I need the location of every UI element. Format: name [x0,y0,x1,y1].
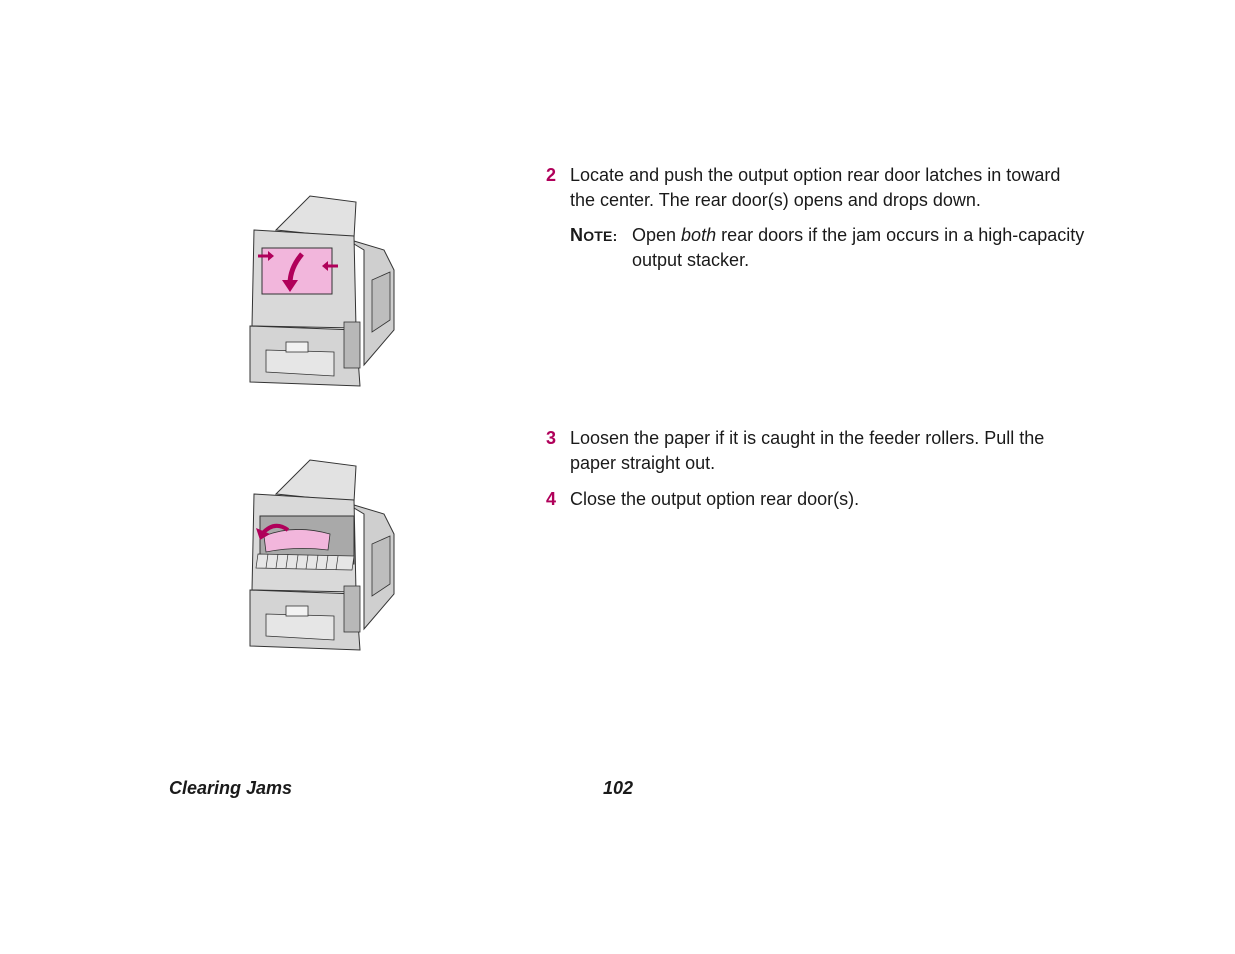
note-label: NOTE: [570,225,618,245]
note-emphasis: both [681,225,717,245]
step-text: Loosen the paper if it is caught in the feeder rollers. Pull the paper straight out. [570,428,1045,473]
step-number: 3 [546,428,557,448]
step-3 [546,426,1086,476]
footer-section-title: Clearing Jams [169,778,293,798]
footer-page-number: 102 [603,778,634,798]
step-2 [546,163,1086,213]
step-number: 2 [546,165,557,185]
note-text: Open both rear doors if the jam occurs in a high-capacity output stacker. [632,225,1085,270]
printer-rear-door-illustration [244,190,404,390]
step-number: 4 [546,489,557,509]
printer-feeder-rollers-illustration [244,454,404,654]
step-text: Close the output option rear door(s). [570,489,860,509]
step-text: Locate and push the output option rear door latches in toward the center. The rear door(s) opens and drops down. [570,165,1061,210]
note [570,223,1090,273]
step-4 [546,487,1086,512]
